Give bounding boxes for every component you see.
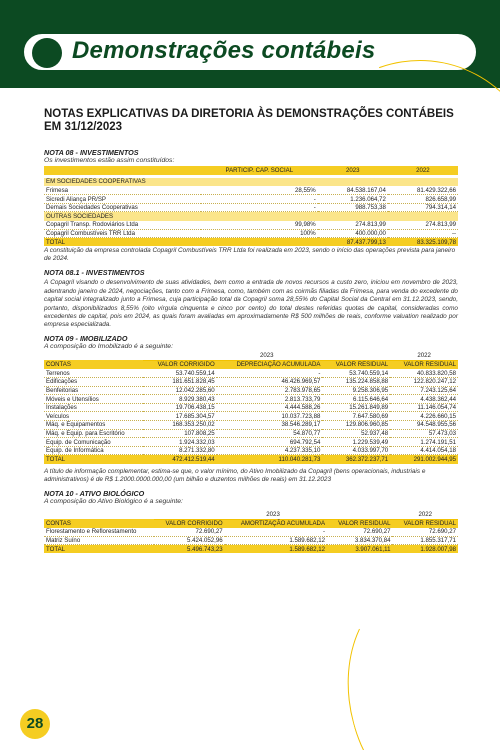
table-cell: 84.538.167,04 <box>318 186 388 195</box>
table-row <box>44 195 458 204</box>
table-cell: Terrenos <box>44 369 143 378</box>
page-title: Demonstrações contábeis <box>72 37 376 64</box>
table-row <box>44 429 458 438</box>
table-cell <box>44 511 154 520</box>
note09-footnote: A título de informação complementar, estima-se que, o valor mínimo, do Ativo Imobilizado da Copagril (bens operacionais, industriais e administrativos) é de R$ 1.2000.0000.000,00 (um bilhão e duzentos milhões de reais) em 31.12.2023 <box>44 467 426 483</box>
table-cell: 11.146.054,74 <box>390 403 458 412</box>
table-cell: Florestamento e Reflorestamento <box>44 528 154 537</box>
table-cell: Edificações <box>44 378 143 387</box>
table-row <box>44 221 458 230</box>
table-cell: 1.855.317,71 <box>392 536 458 545</box>
table-cell: 826.658,99 <box>388 195 458 204</box>
table-row <box>44 186 458 195</box>
table-cell: Demais Sociedades Cooperativas <box>44 203 201 212</box>
table-cell: 135.224.858,88 <box>322 378 390 387</box>
table-cell: 1.589.682,12 <box>225 536 327 545</box>
section-heading: NOTAS EXPLICATIVAS DA DIRETORIA ÀS DEMONSTRAÇÕES CONTÁBEIS EM 31/12/2023 <box>44 108 454 133</box>
table-cell: 100% <box>201 229 318 238</box>
table-cell: VALOR RESIDUAL <box>327 519 392 528</box>
table-cell: 10.037.723,88 <box>217 412 323 421</box>
fixed-assets-table <box>44 352 458 464</box>
table-cell: DEPRECIAÇÃO ACUMULADA <box>217 360 323 369</box>
decorative-curve-bottom <box>322 561 500 750</box>
note08-title: NOTA 08 - INVESTIMENTOS <box>44 148 139 157</box>
note081-title: NOTA 08.1 - INVESTIMENTOS <box>44 268 145 278</box>
table-cell: 83.325.109,78 <box>388 238 458 247</box>
table-row <box>44 438 458 447</box>
note08-subtitle: Os investimentos estão assim constituídos: <box>44 157 175 164</box>
table-row <box>44 421 458 430</box>
table-header-row <box>44 519 458 528</box>
table-cell: Veículos <box>44 412 143 421</box>
table-cell: 17.685.304,57 <box>143 412 216 421</box>
table-cell: Matriz Suíno <box>44 536 154 545</box>
table-row <box>44 386 458 395</box>
table-header-row <box>44 166 458 175</box>
table-cell: Copagril Combustíveis TRR Ltda <box>44 229 201 238</box>
page-number: 28 <box>20 709 50 739</box>
year-row <box>44 511 458 520</box>
section-row <box>44 212 458 221</box>
header-cell: 2022 <box>388 166 458 175</box>
table-cell: 274.813,99 <box>318 221 388 230</box>
table-cell: VALOR CORRIGIDO <box>154 519 225 528</box>
table-cell: 110.040.281,73 <box>217 455 323 464</box>
note09-subtitle: A composição do Imobilizado é a seguinte: <box>44 342 173 350</box>
table-cell: 5.424.052,96 <box>154 536 225 545</box>
table-cell: 99,98% <box>201 221 318 230</box>
table-cell: 129.806.960,85 <box>322 421 390 430</box>
table-row <box>44 403 458 412</box>
main-content <box>44 108 458 553</box>
table-cell: 2.783.978,65 <box>217 386 323 395</box>
total-row <box>44 238 458 247</box>
table-cell: 291.002.944,95 <box>390 455 458 464</box>
table-cell: - <box>201 195 318 204</box>
total-row <box>44 455 458 464</box>
table-cell: 2022 <box>392 511 458 520</box>
section-row <box>44 178 458 187</box>
table-cell: 4.237.335,10 <box>217 446 323 455</box>
table-cell: 2.813.733,79 <box>217 395 323 404</box>
table-cell: 3.834.370,84 <box>327 536 392 545</box>
table-cell: 472.412.519,44 <box>143 455 216 464</box>
table-cell: 794.314,14 <box>388 203 458 212</box>
table-cell: Máq. e Equipamentos <box>44 421 143 430</box>
table-cell <box>201 238 318 247</box>
table-cell: 694.792,54 <box>217 438 323 447</box>
table-cell: 12.042.285,60 <box>143 386 216 395</box>
table-cell: 3.907.061,11 <box>327 545 392 554</box>
note08-footnote: A constituição da empresa controlada Copagril Combustíveis TRR Ltda foi realizada em 2023, sendo o início das operações prevista para janeiro de 2024. <box>44 247 456 263</box>
table-cell: 4.033.997,70 <box>322 446 390 455</box>
table-cell: - <box>225 528 327 537</box>
table-cell: 2022 <box>390 352 458 361</box>
header-cell: PARTICIP. CAP. SOCIAL <box>201 166 318 175</box>
table-cell: 57.473,03 <box>390 429 458 438</box>
table-cell: 2023 <box>154 511 393 520</box>
table-cell: 4.414.054,18 <box>390 446 458 455</box>
year-row <box>44 352 458 361</box>
table-cell: AMORTIZAÇÃO ACUMULADA <box>225 519 327 528</box>
table-cell: Móveis e Utensílios <box>44 395 143 404</box>
table-cell: Frimesa <box>44 186 201 195</box>
table-cell: Equip. de Comunicação <box>44 438 143 447</box>
table-cell: 107.808,25 <box>143 429 216 438</box>
note081-text: A Copagril visando o desenvolvimento de suas atividades, bem como a entrada de novos recursos a custo zero, iniciou em novembro de 2023, adentrando janeiro de 2024, negociações, tanto com a Frimesa, como, também com as coirmãs filiadas da Frimesa, para venda do excedente do capital social integralizado junto a Frimesa, cuja participação total da Copagril soma 28,55% do Capital Social da Central em 31.12.2023, sendo, portanto, disponibilizados 8,55% (oito vírgula cinquenta e cinco por cento) do total destes referidas quotas de capital, consideradas como excedentes de capital, pois em 2024, as quais foram avaliadas em aproximadamente R$ 500 milhões de reais, conforme valuation realizado por empresa especializada. <box>44 279 458 329</box>
table-cell: 28,55% <box>201 186 318 195</box>
table-cell: 38.546.289,17 <box>217 421 323 430</box>
table-cell: TOTAL <box>44 238 201 247</box>
table-cell: 274.813,99 <box>388 221 458 230</box>
table-cell: EM SOCIEDADES COOPERATIVAS <box>44 178 458 187</box>
table-cell: - <box>201 203 318 212</box>
table-row <box>44 395 458 404</box>
table-header-row <box>44 360 458 369</box>
table-cell: 87.437.799,13 <box>318 238 388 247</box>
table-cell: -- <box>388 229 458 238</box>
table-cell: 72.690,27 <box>154 528 225 537</box>
table-cell: 72.690,27 <box>392 528 458 537</box>
table-cell: Máq. e Equip. para Escritório <box>44 429 143 438</box>
table-row <box>44 412 458 421</box>
table-cell: Equip. de Informática <box>44 446 143 455</box>
table-cell: Instalações <box>44 403 143 412</box>
table-cell: TOTAL <box>44 455 143 464</box>
table-cell: Copagril Transp. Rodoviários Ltda <box>44 221 201 230</box>
total-row <box>44 545 458 554</box>
table-cell: VALOR CORRIGIDO <box>143 360 216 369</box>
table-cell: 7.243.125,64 <box>390 386 458 395</box>
table-cell: 4.444.588,26 <box>217 403 323 412</box>
table-cell: Sicredi Aliança PR/SP <box>44 195 201 204</box>
table-cell: CONTAS <box>44 360 143 369</box>
table-cell: 4.226.660,15 <box>390 412 458 421</box>
table-row <box>44 369 458 378</box>
table-cell: 1.229.539,49 <box>322 438 390 447</box>
table-cell: 168.353.250,02 <box>143 421 216 430</box>
note10-title: NOTA 10 - ATIVO BIOLÓGICO <box>44 488 145 498</box>
table-cell: 2023 <box>143 352 390 361</box>
table-cell: 1.589.682,12 <box>225 545 327 554</box>
table-cell: 7.647.580,69 <box>322 412 390 421</box>
table-cell: TOTAL <box>44 545 154 554</box>
table-cell: 9.258.306,95 <box>322 386 390 395</box>
table-cell: 72.690,27 <box>327 528 392 537</box>
table-cell: - <box>217 369 323 378</box>
table-cell: 362.372.237,71 <box>322 455 390 464</box>
table-cell: VALOR RESIDUAL <box>322 360 390 369</box>
table-cell: 46.426.969,57 <box>217 378 323 387</box>
table-cell: 6.115.646,64 <box>322 395 390 404</box>
table-cell: 5.496.743,23 <box>154 545 225 554</box>
note10-subtitle: A composição do Ativo Biológico é a seguinte: <box>44 497 183 505</box>
table-cell: 8.271.332,80 <box>143 446 216 455</box>
table-cell: VALOR RESIDUAL <box>392 519 458 528</box>
table-row <box>44 536 458 545</box>
note09-title: NOTA 09 - IMOBILIZADO <box>44 333 128 343</box>
table-cell: 400.000,00 <box>318 229 388 238</box>
table-cell <box>44 352 143 361</box>
table-cell: 181.651.828,45 <box>143 378 216 387</box>
table-cell: 8.929.380,43 <box>143 395 216 404</box>
table-cell: Benfeitorias <box>44 386 143 395</box>
table-row <box>44 229 458 238</box>
table-cell: 4.438.362,44 <box>390 395 458 404</box>
table-cell: OUTRAS SOCIEDADES <box>44 212 458 221</box>
table-row <box>44 446 458 455</box>
table-cell: 40.833.820,58 <box>390 369 458 378</box>
table-cell: CONTAS <box>44 519 154 528</box>
table-cell: 52.937,48 <box>322 429 390 438</box>
table-cell: 122.820.247,12 <box>390 378 458 387</box>
table-cell: 53.740.559,14 <box>143 369 216 378</box>
table-cell: 81.429.322,66 <box>388 186 458 195</box>
table-cell: 53.740.559,14 <box>322 369 390 378</box>
table-cell: 1.236.064,72 <box>318 195 388 204</box>
header-cell: 2023 <box>318 166 388 175</box>
investments-table <box>44 166 458 246</box>
table-cell: 94.548.955,56 <box>390 421 458 430</box>
table-cell: 1.924.332,03 <box>143 438 216 447</box>
table-row <box>44 378 458 387</box>
table-cell: 1.928.007,98 <box>392 545 458 554</box>
header-cell <box>44 166 201 175</box>
table-cell: 19.706.438,15 <box>143 403 216 412</box>
banner-dot-icon <box>32 38 62 68</box>
table-cell: VALOR RESIDUAL <box>390 360 458 369</box>
table-cell: 54.870,77 <box>217 429 323 438</box>
table-cell: 988.753,38 <box>318 203 388 212</box>
table-row <box>44 203 458 212</box>
table-cell: 15.261.849,89 <box>322 403 390 412</box>
biological-assets-table <box>44 511 458 554</box>
table-cell: 1.274.191,51 <box>390 438 458 447</box>
table-row <box>44 528 458 537</box>
